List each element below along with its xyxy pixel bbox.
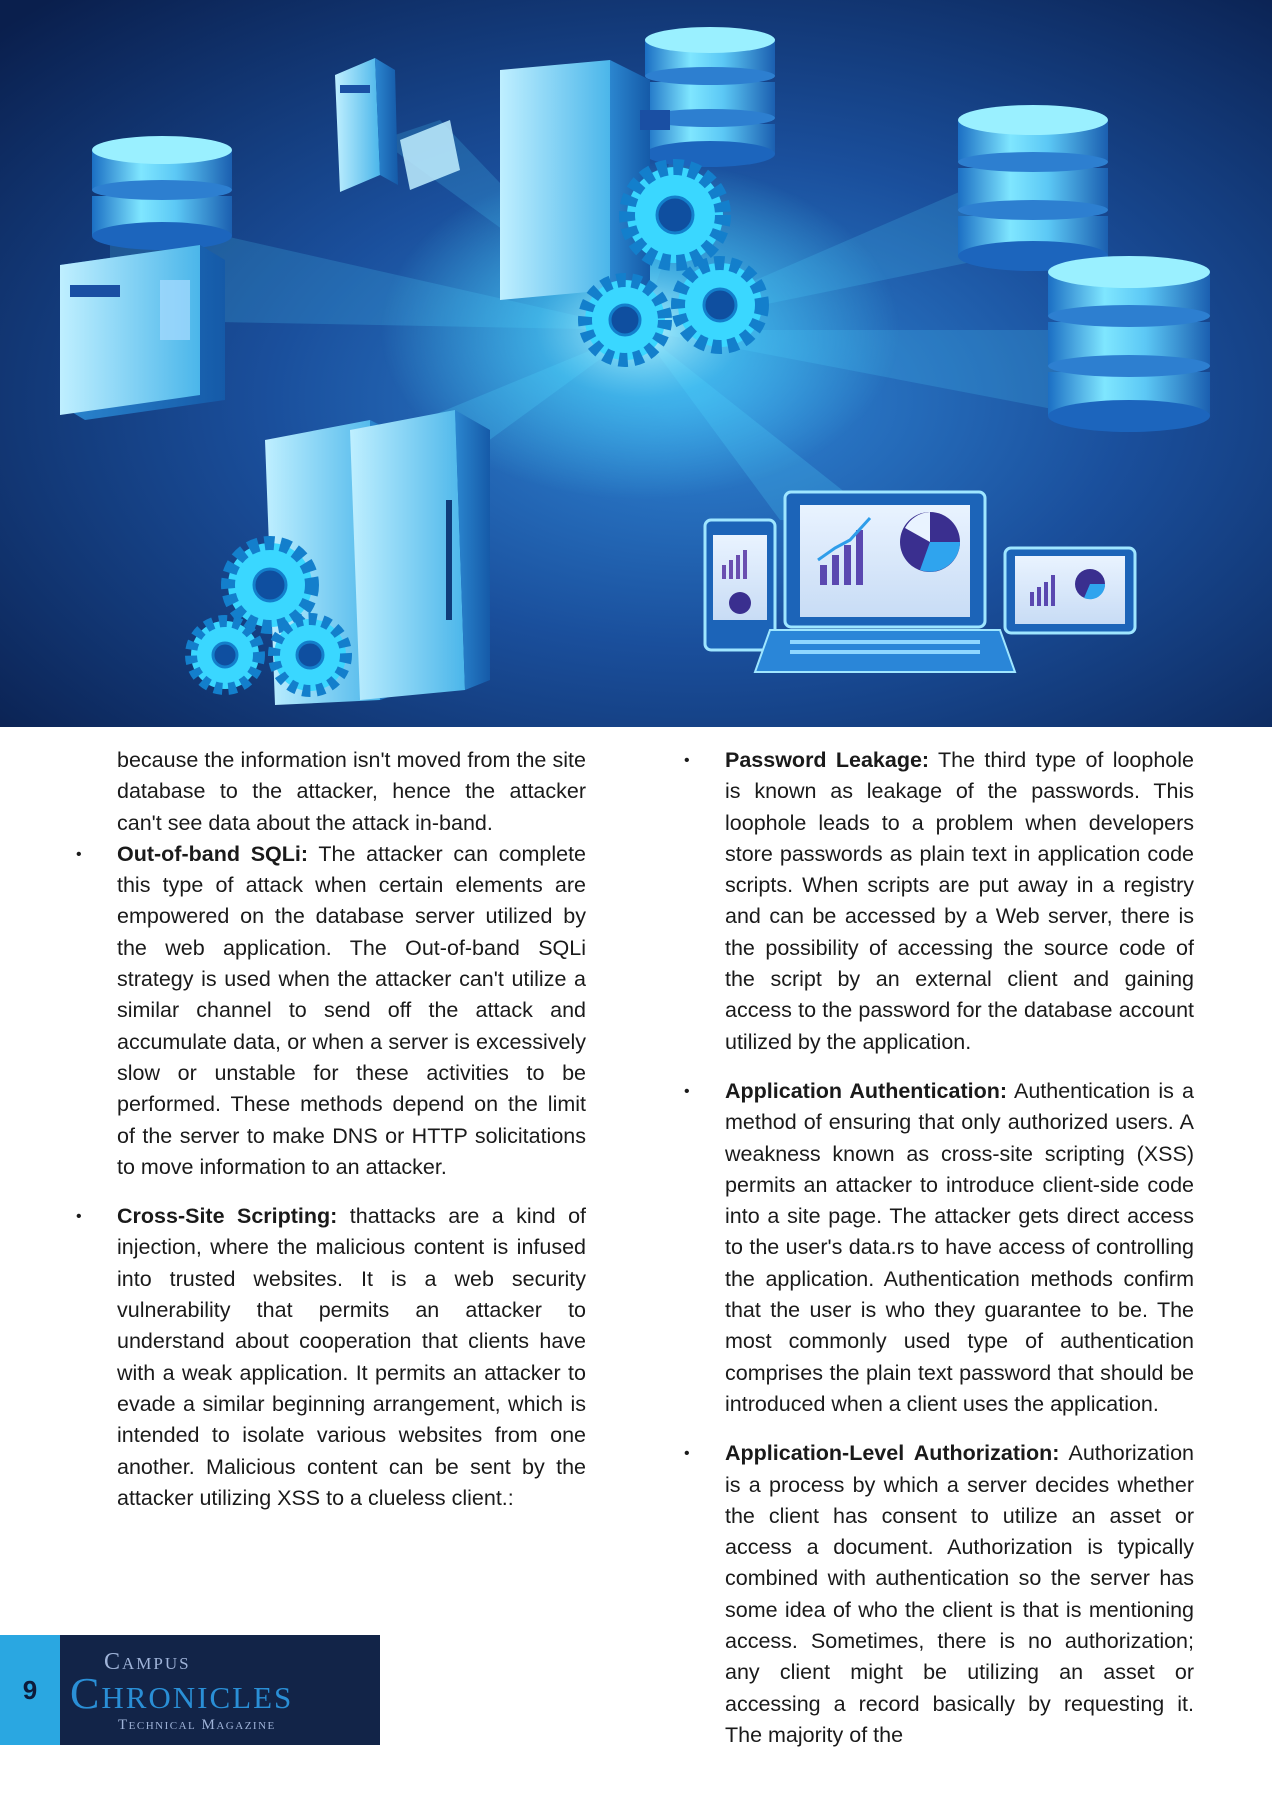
logo-line-campus: Campus: [104, 1649, 191, 1675]
bullet-cross-site-scripting: [72, 1201, 586, 1514]
bullet-dot: •: [76, 1208, 82, 1226]
database-icon: [92, 136, 232, 250]
hero-illustration: [0, 0, 1272, 727]
database-icon: [958, 105, 1108, 271]
bullet-text: The attacker can complete this type of attack when certain elements are empowered on the database server utilized by the web application. The Out-of-band SQLi strategy is used when the attacker can't utilize a similar channel to send off the attack and accumulate data, or when a server is excessively slow or unstable for these activities to be performed. These methods depend on the limit of the server to make DNS or HTTP solicitations to move information to an attacker.: [117, 841, 586, 1179]
magazine-logo: [60, 1635, 380, 1745]
tablet-icon: [1005, 548, 1135, 633]
bullet-password-leakage: [680, 745, 1194, 1058]
bullet-text: Authentication is a method of ensuring that only authorized users. A weakness known as cross-site scripting (XSS) permits an attacker to introduce client-side code into a site page. The attacker gets direct access to the user's data.rs to have access of controlling the application. Authentication methods confirm that the user is who they guarantee to be. The most commonly used type of authentication comprises the plain text password that should be introduced when a client uses the application.: [725, 1078, 1194, 1416]
bullet-title: Out-of-band SQLi:: [117, 841, 309, 866]
bullet-title: Password Leakage:: [725, 748, 930, 772]
bullet-text: Authorization is a process by which a server decides whether the client has consent to utilize an asset or access a document. Authorization is typically combined with authentication so the server has some idea of who the client is that is mentioning access. Sometimes, there is no authorization; any client might be utilizing an asset or accessing a record basically by requesting it. The majority of the: [725, 1441, 1194, 1747]
logo-line-technical-magazine: Technical Magazine: [118, 1717, 276, 1733]
page-number: 9: [22, 1674, 38, 1705]
bullet-title: Application Authentication:: [725, 1078, 1008, 1103]
bullet-out-of-band-sqli: [72, 839, 586, 1183]
bullet-dot: •: [684, 1082, 690, 1100]
page-number-tab: [0, 1635, 60, 1745]
continued-paragraph: because the information isn't moved from the site database to the attacker, hence the attacker can't see data about the attack in-band.: [117, 748, 586, 835]
bullet-dot: •: [684, 752, 690, 769]
left-column: [72, 745, 586, 1532]
pie-chart-icon: [900, 512, 960, 572]
database-icon: [645, 27, 775, 167]
bullet-title: Cross-Site Scripting:: [117, 1204, 338, 1229]
bullet-dot: •: [76, 845, 82, 863]
bullet-application-authentication: [680, 1076, 1194, 1420]
bullet-text: thattacks are a kind of injection, where the malicious content is infused into trusted websites. It is a web security vulnerability that permits an attacker to understand about cooperation that clients have with a weak application. It permits an attacker to evade a similar beginning arrangement, which is intended to isolate various websites from one another. Malicious content can be sent by the attacker utilizing XSS to a clueless client.:: [117, 1204, 586, 1510]
bullet-application-level-authorization: [680, 1438, 1194, 1751]
laptop-icon: [755, 492, 1015, 672]
server-tower-icon: [60, 245, 225, 420]
phone-icon: [705, 520, 775, 650]
bullet-title: Application-Level Authorization:: [725, 1441, 1060, 1466]
right-column: [680, 745, 1194, 1769]
bullet-dot: •: [684, 1445, 690, 1463]
bullet-text: The third type of loophole is known as leakage of the passwords. This loophole leads to a problem when developers store passwords as plain text in application code scripts. When scripts are put away in a registry and can be accessed by a Web server, there is the possibility of accessing the source code of the script by an external client and gaining access to the password for the database account utilized by the application.: [725, 748, 1194, 1054]
database-icon: [1048, 256, 1210, 432]
logo-line-chronicles: Chronicles: [70, 1669, 294, 1718]
